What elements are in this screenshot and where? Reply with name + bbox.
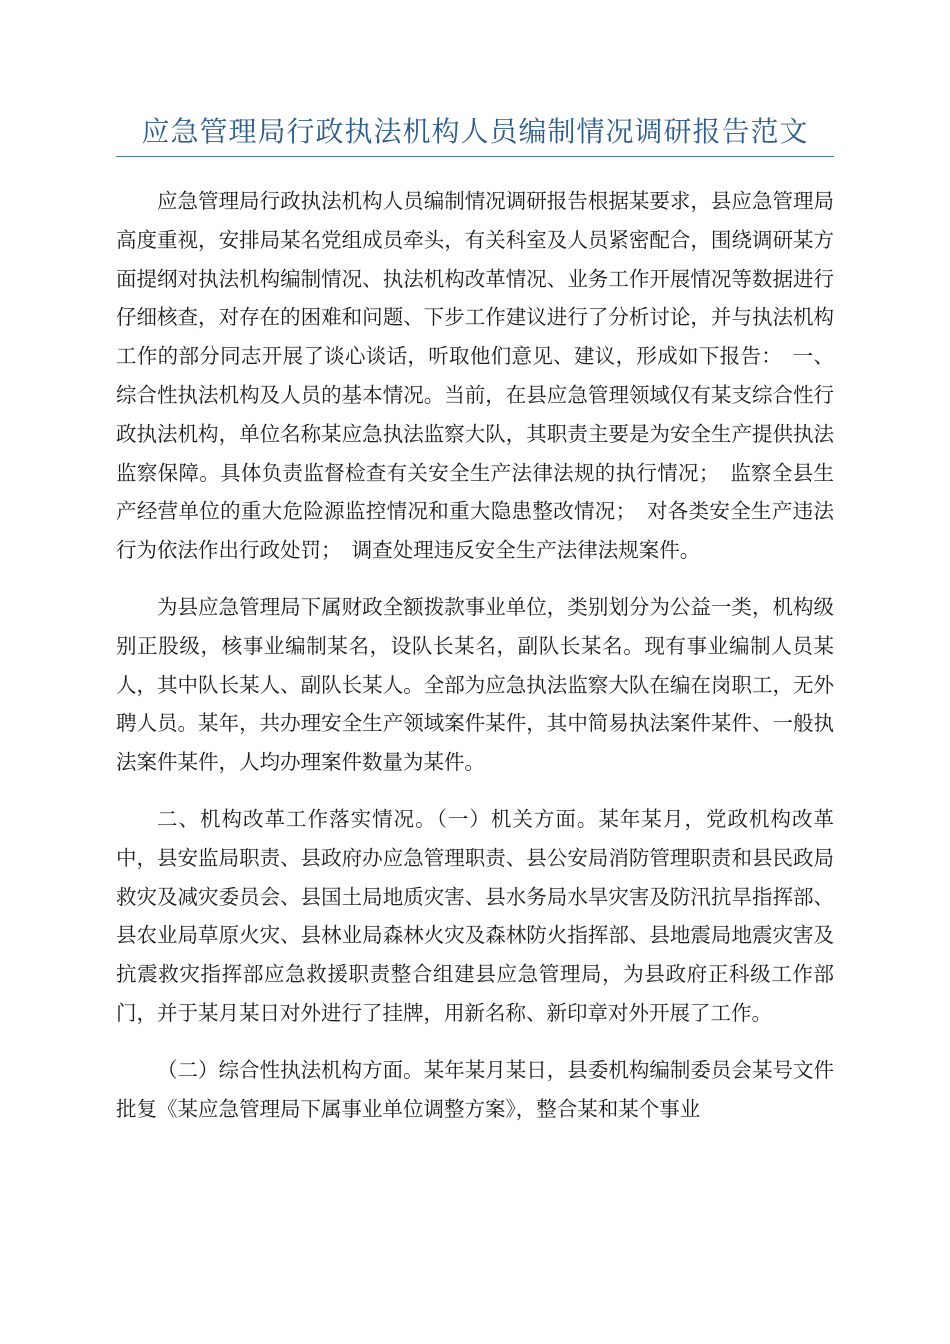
document-title: 应急管理局行政执法机构人员编制情况调研报告范文: [116, 112, 834, 157]
document-page: [116, 112, 834, 1128]
body-paragraph-2: 为县应急管理局下属财政全额拨款事业单位，类别划分为公益一类，机构级别正股级，核事业编制某名，设队长某名，副队长某名。现有事业编制人员某人，其中队长某人、副队长某人。全部为应急执法监察大队在编在岗职工，无外聘人员。某年，共办理安全生产领域案件某件，其中简易执法案件某件、一般执法案件某件，人均办理案件数量为某件。: [116, 594, 834, 775]
body-paragraph-3: 二、机构改革工作落实情况。（一）机关方面。某年某月，党政机构改革中，县安监局职责、县政府办应急管理职责、县公安局消防管理职责和县民政局救灾及减灾委员会、县国土局地质灾害、县水务局水旱灾害及防汛抗旱指挥部、县农业局草原火灾、县林业局森林火灾及森林防火指挥部、县地震局地震灾害及抗震救灾指挥部应急救援职责整合组建县应急管理局，为县政府正科级工作部门，并于某月某日对外进行了挂牌，用新名称、新印章对外开展了工作。: [116, 806, 834, 1025]
body-paragraph-1: 应急管理局行政执法机构人员编制情况调研报告根据某要求，县应急管理局高度重视，安排局某名党组成员牵头，有关科室及人员紧密配合，围绕调研某方面提纲对执法机构编制情况、执法机构改革情况、业务工作开展情况等数据进行仔细核查，对存在的困难和问题、下步工作建议进行了分析讨论，并与执法机构工作的部分同志开展了谈心谈话，听取他们意见、建议，形成如下报告： 一、综合性执法机构及人员的基本情况。当前，在县应急管理领域仅有某支综合性行政执法机构，单位名称某应急执法监察大队，其职责主要是为安全生产提供执法监察保障。具体负责监督检查有关安全生产法律法规的执行情况； 监察全县生产经营单位的重大危险源监控情况和重大隐患整改情况； 对各类安全生产违法行为依法作出行政处罚； 调查处理违反安全生产法律法规案件。: [116, 189, 834, 563]
body-paragraph-4: （二）综合性执法机构方面。某年某月某日，县委机构编制委员会某号文件批复《某应急管理局下属事业单位调整方案》，整合某和某个事业: [116, 1057, 834, 1121]
